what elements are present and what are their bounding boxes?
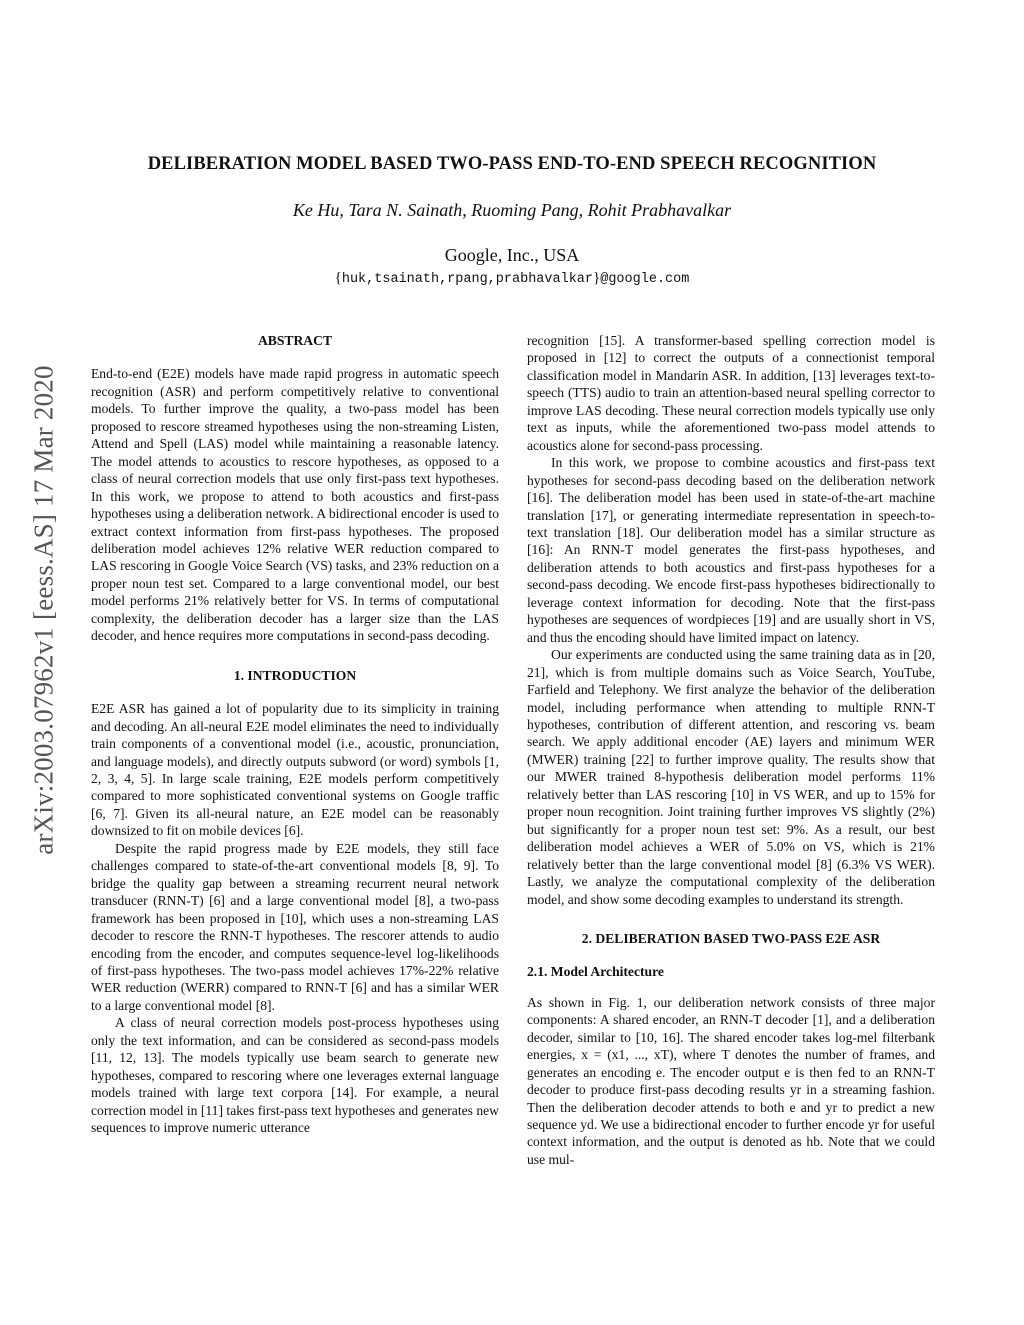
intro-paragraph-1: E2E ASR has gained a lot of popularity due to its simplicity in training and decoding. An all-neural E2E model eliminates the need to individually train components of a conventional model (i.e., acoustic, pronunciation, and language models), and directly outputs subword (or word) symbols [1, 2, 3, 4, 5]. In large scale training, E2E models perform competitively compared to more sophisticated conventional systems on Google traffic [6, 7]. Given its all-neural nature, an E2E model can be reasonably downsized to fit on mobile devices [6]. [91, 701, 499, 839]
right-column [527, 332, 935, 1168]
introduction-heading: 1. INTRODUCTION [233, 667, 357, 683]
paper-affiliation: Google, Inc., USA [444, 245, 580, 265]
email-usernames: huk,tsainath,rpang,prabhavalkar [341, 272, 594, 287]
right-paragraph-2: In this work, we propose to combine acoustics and first-pass text hypotheses for second-pass decoding based on the deliberation network [16]. The deliberation model has been used in state-of-the-art machine translation [17], or generating intermediate representation in speech-to-text translation [18]. Our deliberation model has a similar structure as [16]: An RNN-T model generates the first-pass hypotheses, and deliberation attends to both acoustics and first-pass hypotheses for a second-pass decoding. We encode first-pass hypotheses bidirectionally to leverage context information for decoding. Note that the first-pass hypotheses are sequences of wordpieces [19] and are usually short in VS, and thus the encoding should have limited impact on latency. [527, 455, 935, 645]
section-2-paragraph: As shown in Fig. 1, our deliberation network consists of three major components: A shared encoder, an RNN-T decoder [1], and a deliberation decoder, similar to [10, 16]. The shared encoder takes log-mel filterbank energies, x = (x1, ..., xT), where T denotes the number of frames, and generates an encoding e. The encoder output e is then fed to an RNN-T decoder to produce first-pass decoding results yr in a streaming fashion. Then the deliberation decoder attends to both e and yr to predict a new sequence yd. We use a bidirectional encoder to further encode yr for useful context information, and the output is denoted as hb. Note that we could use mul- [527, 994, 935, 1167]
paper-title: DELIBERATION MODEL BASED TWO-PASS END-TO-END SPEECH RECOGNITION [147, 154, 877, 174]
subsection-2-1-heading: 2.1. Model Architecture [527, 964, 664, 980]
author-emails [0, 270, 1024, 287]
abstract-text: End-to-end (E2E) models have made rapid progress in automatic speech recognition (ASR) and perform competitively relative to conventional models. To further improve the quality, a two-pass model has been proposed to rescore streamed hypotheses using the non-streaming Listen, Attend and Spell (LAS) model while maintaining a reasonable latency. The model attends to acoustics to rescore hypotheses, as opposed to a class of neural correction models that use only first-pass text hypotheses. In this work, we propose to attend to both acoustics and first-pass hypotheses using a deliberation network. A bidirectional encoder is used to extract context information from first-pass hypotheses. The proposed deliberation model achieves 12% relative WER reduction compared to LAS rescoring in Google Voice Search (VS) tasks, and 23% reduction on a proper noun test set. Compared to a large conventional model, our best model performs 21% relatively better for VS. In terms of computational complexity, the deliberation decoder has a larger size than the LAS decoder, and hence requires more computations in second-pass decoding. [91, 366, 499, 644]
email-brace-open: { [334, 270, 342, 286]
email-domain: @google.com [600, 272, 690, 287]
arxiv-identifier-margin [0, 0, 90, 1325]
section-2-heading: 2. DELIBERATION BASED TWO-PASS E2E ASR [581, 930, 881, 946]
left-column [91, 332, 499, 1136]
email-brace-close: } [593, 270, 601, 286]
paper-authors: Ke Hu, Tara N. Sainath, Ruoming Pang, Rohit Prabhavalkar [292, 200, 732, 220]
intro-paragraph-2: Despite the rapid progress made by E2E models, they still face challenges compared to state-of-the-art conventional models [8, 9]. To bridge the quality gap between a streaming recurrent neural network transducer (RNN-T) [6] and a large conventional model [8], a two-pass framework has been proposed in [10], which uses a non-streaming LAS decoder to rescore the RNN-T hypotheses. The rescorer attends to audio encoding from the encoder, and computes sequence-level log-likelihoods of first-pass hypotheses. The two-pass model achieves 17%-22% relative WER reduction (WERR) compared to RNN-T [6] and has a similar WER to a large conventional model [8]. [91, 840, 499, 1013]
intro-paragraph-3: A class of neural correction models post-process hypotheses using only the text information, and can be considered as second-pass models [11, 12, 13]. The models typically use beam search to generate new hypotheses, compared to rescoring where one leverages external language models trained with large text corpora [14]. For example, a neural correction model in [11] takes first-pass text hypotheses and generates new sequences to improve numeric utterance [91, 1015, 499, 1136]
abstract-heading: ABSTRACT [257, 333, 333, 348]
right-paragraph-1: recognition [15]. A transformer-based spelling correction model is proposed in [12] to correct the outputs of a connectionist temporal classification model in Mandarin ASR. In addition, [13] leverages text-to-speech (TTS) audio to train an attention-based neural spelling corrector to improve LAS decoding. These neural correction models typically use only text as inputs, while the aforementioned two-pass model attends to acoustics alone for second-pass processing. [527, 333, 935, 453]
arxiv-identifier: arXiv:2003.07962v1 [eess.AS] 17 Mar 2020 [28, 365, 59, 855]
right-paragraph-3: Our experiments are conducted using the same training data as in [20, 21], which is from multiple domains such as Voice Search, YouTube, Farfield and Telephony. We first analyze the behavior of the deliberation model, including performance when attending to multiple RNN-T hypotheses, contribution of different attention, and rescoring vs. beam search. We apply additional encoder (AE) layers and minimum WER (MWER) training [22] to further improve quality. The results show that our MWER trained 8-hypothesis deliberation model performs 11% relatively better than LAS rescoring [10] in VS WER, and up to 15% for proper noun recognition. Joint training further improves VS slightly (2%) but significantly for a proper noun test set: 9%. As a result, our best deliberation model achieves a WER of 5.0% on VS, which is 21% relatively better than the large conventional model [8] (6.3% VS WER). Lastly, we analyze the computational complexity of the deliberation model, and show some decoding examples to understand its strength. [527, 647, 935, 907]
